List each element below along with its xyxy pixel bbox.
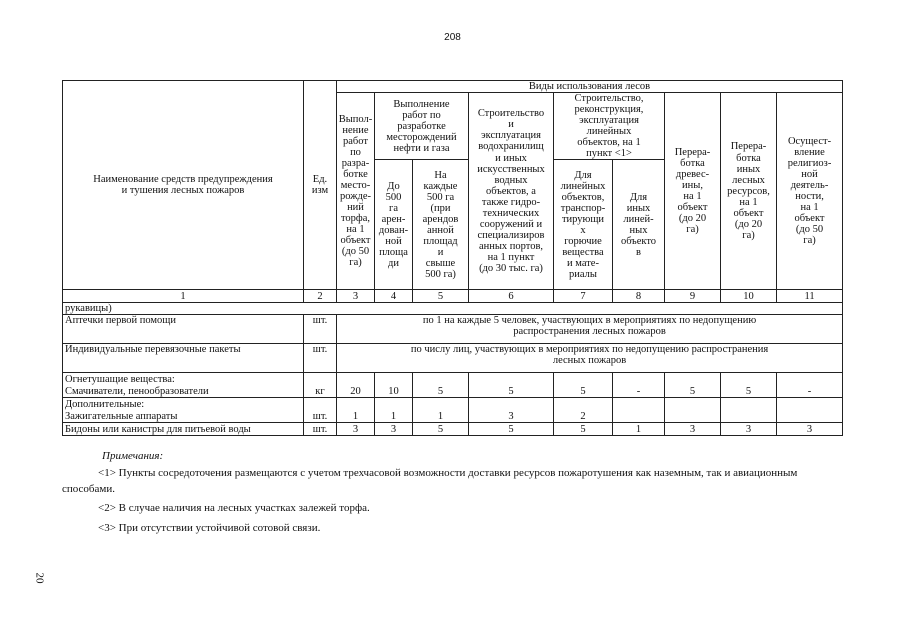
table-cell xyxy=(613,410,665,423)
table-cell: - xyxy=(777,385,843,398)
column-number: 11 xyxy=(777,290,843,303)
table-cell: 1 xyxy=(613,423,665,436)
row-additional-header: Дополнительные: xyxy=(63,398,304,411)
header-col-3: Выпол- нение работ по разра- ботке место- рожде- ний торфа, на 1 объект (до 50 га) xyxy=(337,93,375,290)
table-cell: 5 xyxy=(469,423,554,436)
row-bandages-name: Индивидуальные перевязочные пакеты xyxy=(63,344,304,373)
row-cans-unit: шт. xyxy=(304,423,337,436)
table-cell: 5 xyxy=(665,385,721,398)
table-row xyxy=(63,303,843,315)
column-number: 7 xyxy=(554,290,613,303)
column-number: 3 xyxy=(337,290,375,303)
row-gloves-label: рукавицы) xyxy=(63,303,843,315)
header-col-8: Для иных линей- ных объекто в xyxy=(613,160,665,290)
column-number: 4 xyxy=(375,290,413,303)
column-number: 1 xyxy=(63,290,304,303)
row-bandages-unit: шт. xyxy=(304,344,337,373)
column-number: 5 xyxy=(413,290,469,303)
row-extinguishing-header: Огнетушащие вещества: xyxy=(63,373,304,386)
header-col-6: Строительство и эксплуатация водохранилищ и иных искусственных водных объектов, а также гидро- технических сооружений и специализиров анных портов, на 1 пункт (до 30 тыс. га) xyxy=(469,93,554,290)
table-cell: 3 xyxy=(337,423,375,436)
note-3: <3> При отсутствии устойчивой сотовой связи. xyxy=(98,521,321,534)
table-cell: 3 xyxy=(777,423,843,436)
table-cell: 2 xyxy=(554,410,613,423)
row-wetting-name: Смачиватели, пенообразователи xyxy=(63,385,304,398)
fire-equipment-table xyxy=(62,80,843,436)
table-cell: 5 xyxy=(469,385,554,398)
column-number: 10 xyxy=(721,290,777,303)
header-forest-use-types: Виды использования лесов xyxy=(337,81,843,93)
table-cell: 20 xyxy=(337,385,375,398)
table-cell: 3 xyxy=(375,423,413,436)
column-number: 9 xyxy=(665,290,721,303)
column-number: 6 xyxy=(469,290,554,303)
table-cell xyxy=(777,410,843,423)
note-2: <2> В случае наличия на лесных участках залежей торфа. xyxy=(98,502,370,515)
notes-section xyxy=(62,449,852,540)
table-cell: 3 xyxy=(665,423,721,436)
table-cell xyxy=(665,410,721,423)
table-row xyxy=(63,373,843,386)
table-cell: - xyxy=(613,385,665,398)
table-cell: 5 xyxy=(554,423,613,436)
row-igniters-name: Зажигательные аппараты xyxy=(63,410,304,423)
table-row xyxy=(63,344,843,373)
header-col-7: Для линейных объектов, транспор- тирующи х горючие вещества и мате- риалы xyxy=(554,160,613,290)
table-cell: 1 xyxy=(375,410,413,423)
row-cans-name: Бидоны или канистры для питьевой воды xyxy=(63,423,304,436)
table-row xyxy=(63,398,843,411)
table-row xyxy=(63,385,843,398)
row-first-aid-name: Аптечки первой помощи xyxy=(63,315,304,344)
row-wetting-unit: кг xyxy=(304,385,337,398)
row-bandages-norm: по числу лиц, участвующих в мероприятиях по недопущению распространения лесных пожаров xyxy=(337,344,843,373)
table-cell: 10 xyxy=(375,385,413,398)
header-unit: Ед. изм xyxy=(304,81,337,290)
header-col-5: На каждые 500 га (при арендов анной площад и свыше 500 га) xyxy=(413,160,469,290)
header-oil-gas-group: Выполнение работ по разработке месторождений нефти и газа xyxy=(375,93,469,160)
notes-title: Примечания: xyxy=(102,450,164,462)
table-cell xyxy=(721,410,777,423)
table-cell: 1 xyxy=(413,410,469,423)
table-cell: 3 xyxy=(721,423,777,436)
table-cell: 5 xyxy=(554,385,613,398)
page-number: 208 xyxy=(444,32,461,43)
header-col-11: Осущест- вление религиоз- ной деятель- ности, на 1 объект (до 50 га) xyxy=(777,93,843,290)
table-cell: 5 xyxy=(721,385,777,398)
table-cell: 3 xyxy=(469,410,554,423)
table-cell: 1 xyxy=(337,410,375,423)
column-number: 8 xyxy=(613,290,665,303)
header-col-9: Перера- ботка древес- ины, на 1 объект (до 20 га) xyxy=(665,93,721,290)
header-col-10: Перера- ботка иных лесных ресурсов, на 1 объект (до 20 га) xyxy=(721,93,777,290)
table-row xyxy=(63,315,843,344)
row-igniters-unit: шт. xyxy=(304,410,337,423)
column-number: 2 xyxy=(304,290,337,303)
row-first-aid-unit: шт. xyxy=(304,315,337,344)
table-cell: 5 xyxy=(413,385,469,398)
row-first-aid-norm: по 1 на каждые 5 человек, участвующих в мероприятиях по недопущению распространения лесных пожаров xyxy=(337,315,843,344)
table-cell: 5 xyxy=(413,423,469,436)
header-equipment-name: Наименование средств предупреждения и тушения лесных пожаров xyxy=(63,81,304,290)
column-numbers-row xyxy=(63,290,843,303)
header-linear-group: Строительство, реконструкция, эксплуатация линейных объектов, на 1 пункт <1> xyxy=(554,93,665,160)
table-row xyxy=(63,410,843,423)
header-col-4: До 500 га арен- дован- ной площа ди xyxy=(375,160,413,290)
table-row xyxy=(63,423,843,436)
side-page-number: 20 xyxy=(33,572,46,584)
note-1: <1> Пункты сосредоточения размещаются с учетом трехчасовой возможности доставки ресурсов пожаротушения как наземным, так и авиационным способами. xyxy=(62,467,798,495)
